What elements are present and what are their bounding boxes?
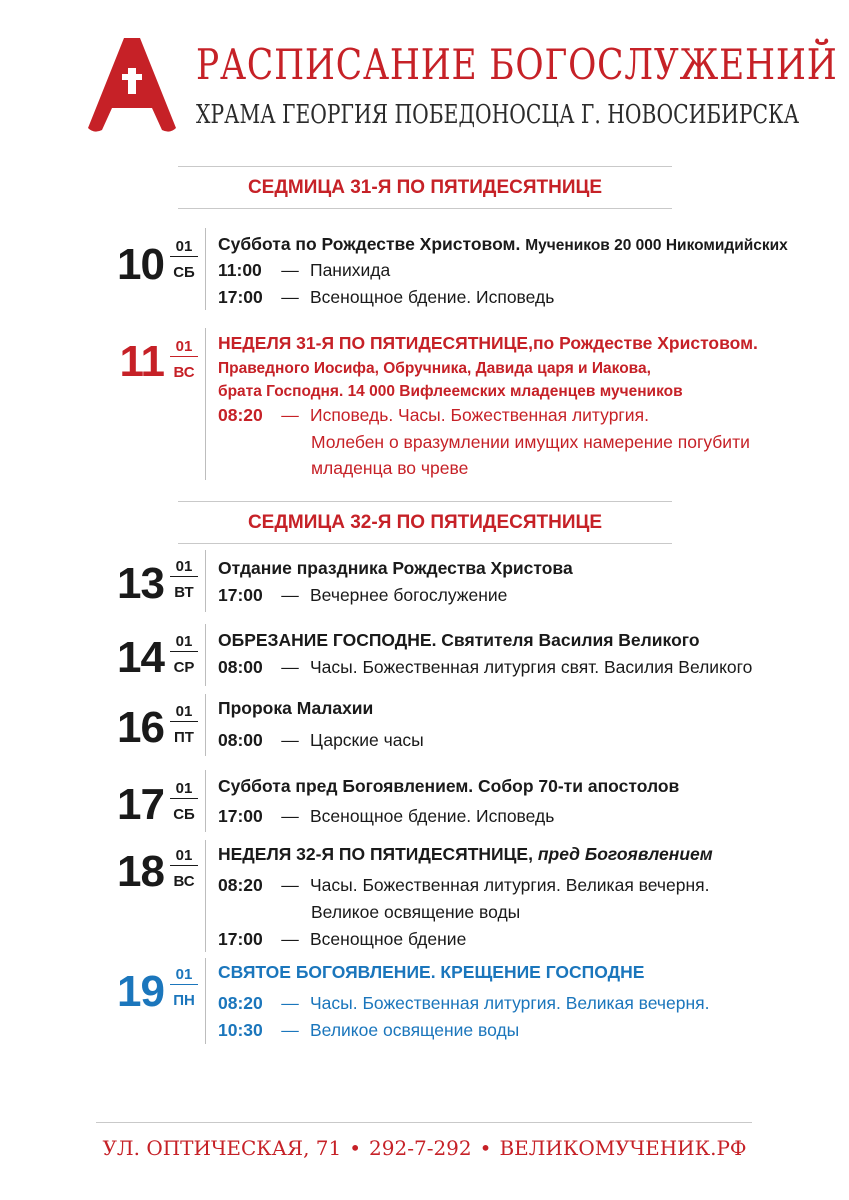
service-time: 10:30 [218,1020,263,1040]
weekday: СБ [173,264,195,281]
feast-title: НЕДЕЛЯ 32-Я ПО ПЯТИДЕСЯТНИЦЕ, [218,844,533,864]
feast-title: ОБРЕЗАНИЕ ГОСПОДНЕ. Святителя Василия Великого [218,630,700,650]
entry-divider [205,228,206,310]
service-row [218,259,390,281]
entry-divider [205,328,206,480]
month-number: 01 [170,338,198,357]
footer [0,1136,849,1160]
service-text: Вечернее богослужение [310,585,508,605]
service-time: 08:20 [218,993,263,1013]
month-number: 01 [170,633,198,652]
day-number: 18 [117,847,164,896]
month-number: 01 [170,966,198,985]
weekday: ПТ [174,729,194,746]
month-number: 01 [170,238,198,257]
dash: — [281,287,299,307]
church-logo-icon [84,38,180,134]
dash: — [281,657,299,677]
feast-subtitle: пред Богоявлением [537,844,713,864]
entry-divider [205,770,206,832]
month-number: 01 [170,558,198,577]
service-row [218,729,424,751]
week-heading: СЕДМИЦА 32-Я ПО ПЯТИДЕСЯТНИЦЕ [247,512,603,533]
service-row [218,584,507,606]
divider [178,501,672,502]
service-time: 08:20 [218,875,263,895]
service-time: 17:00 [218,806,263,826]
week-heading: СЕДМИЦА 31-Я ПО ПЯТИДЕСЯТНИЦЕ [247,177,603,198]
weekday: СР [173,659,195,676]
day-number: 14 [117,633,164,682]
entry-divider [205,694,206,756]
dash: — [281,260,299,280]
service-time: 08:00 [218,730,263,750]
service-text: Всенощное бдение. Исповедь [310,806,555,826]
service-time: 11:00 [218,260,262,280]
service-continuation: младенца во чреве [311,458,469,478]
footer-phone[interactable]: 292-7-292 [369,1136,472,1160]
day-number: 19 [117,967,164,1016]
service-text: Часы. Божественная литургия. Великая вечерня. [310,875,710,895]
weekday: ВС [173,873,195,890]
dash: — [281,993,299,1013]
feast-title: Отдание праздника Рождества Христова [218,558,573,578]
dash: — [281,1020,299,1040]
feast-title: НЕДЕЛЯ 31-Я ПО ПЯТИДЕСЯТНИЦЕ,по Рождестве Христовом. [218,333,758,353]
feast-title: Суббота пред Богоявлением. Собор 70-ти апостолов [218,776,680,796]
service-text: Царские часы [310,730,424,750]
feast-subtitle: Праведного Иосифа, Обручника, Давида царя и Иакова, [218,360,651,377]
service-row [218,874,710,896]
service-text: Панихида [310,260,391,280]
service-text: Часы. Божественная литургия свят. Василия Великого [310,657,753,677]
service-time: 08:20 [218,405,263,425]
footer-separator: • [349,1136,362,1160]
footer-divider [96,1122,752,1123]
divider [178,543,672,544]
footer-address: УЛ. ОПТИЧЕСКАЯ, 71 [102,1136,342,1160]
service-time: 17:00 [218,929,263,949]
entry-title [218,843,713,865]
service-continuation: Молебен о вразумлении имущих намерение погубити [311,432,750,452]
service-text: Всенощное бдение [310,929,467,949]
weekday: ВС [173,364,195,381]
service-time: 08:00 [218,657,263,677]
divider [178,166,672,167]
page-title: РАСПИСАНИЕ БОГОСЛУЖЕНИЙ [196,40,838,89]
feast-subtitle: Мучеников 20 000 Никомидийских [525,237,788,254]
dash: — [281,405,299,425]
dash: — [281,730,299,750]
service-text: Великое освящение воды [310,1020,520,1040]
entry-divider [205,550,206,612]
day-number: 10 [117,240,164,289]
service-continuation: Великое освящение воды [311,902,521,922]
service-time: 17:00 [218,287,263,307]
footer-separator: • [479,1136,492,1160]
dash: — [281,875,299,895]
dash: — [281,929,299,949]
service-row [218,928,466,950]
service-row [218,1019,519,1041]
feast-title: Суббота по Рождестве Христовом. [218,234,521,254]
service-text: Всенощное бдение. Исповедь [310,287,555,307]
footer-site-link[interactable]: ВЕЛИКОМУЧЕНИК.РФ [499,1136,747,1160]
entry-divider [205,624,206,686]
entry-divider [205,958,206,1044]
weekday: СБ [173,806,195,823]
service-time: 17:00 [218,585,263,605]
service-row [218,404,649,426]
dash: — [281,585,299,605]
service-row [218,656,752,678]
service-row [218,805,554,827]
entry-title [218,233,788,257]
service-row [218,992,710,1014]
feast-title: Пророка Малахии [218,698,374,718]
feast-subtitle: брата Господня. 14 000 Вифлеемских младенцев мучеников [218,383,683,400]
service-row [218,286,554,308]
service-text: Исповедь. Часы. Божественная литургия. [310,405,649,425]
day-number: 17 [117,780,164,829]
divider [178,208,672,209]
day-number: 11 [119,337,164,386]
dash: — [281,806,299,826]
day-number: 13 [117,559,164,608]
weekday: ПН [173,992,195,1009]
weekday: ВТ [174,584,194,601]
month-number: 01 [170,703,198,722]
day-number: 16 [117,703,164,752]
month-number: 01 [170,847,198,866]
entry-divider [205,840,206,952]
service-text: Часы. Божественная литургия. Великая вечерня. [310,993,710,1013]
feast-title: СВЯТОЕ БОГОЯВЛЕНИЕ. КРЕЩЕНИЕ ГОСПОДНЕ [218,962,645,982]
page-subtitle: ХРАМА ГЕОРГИЯ ПОБЕДОНОСЦА Г. НОВОСИБИРСКА [196,100,800,130]
month-number: 01 [170,780,198,799]
